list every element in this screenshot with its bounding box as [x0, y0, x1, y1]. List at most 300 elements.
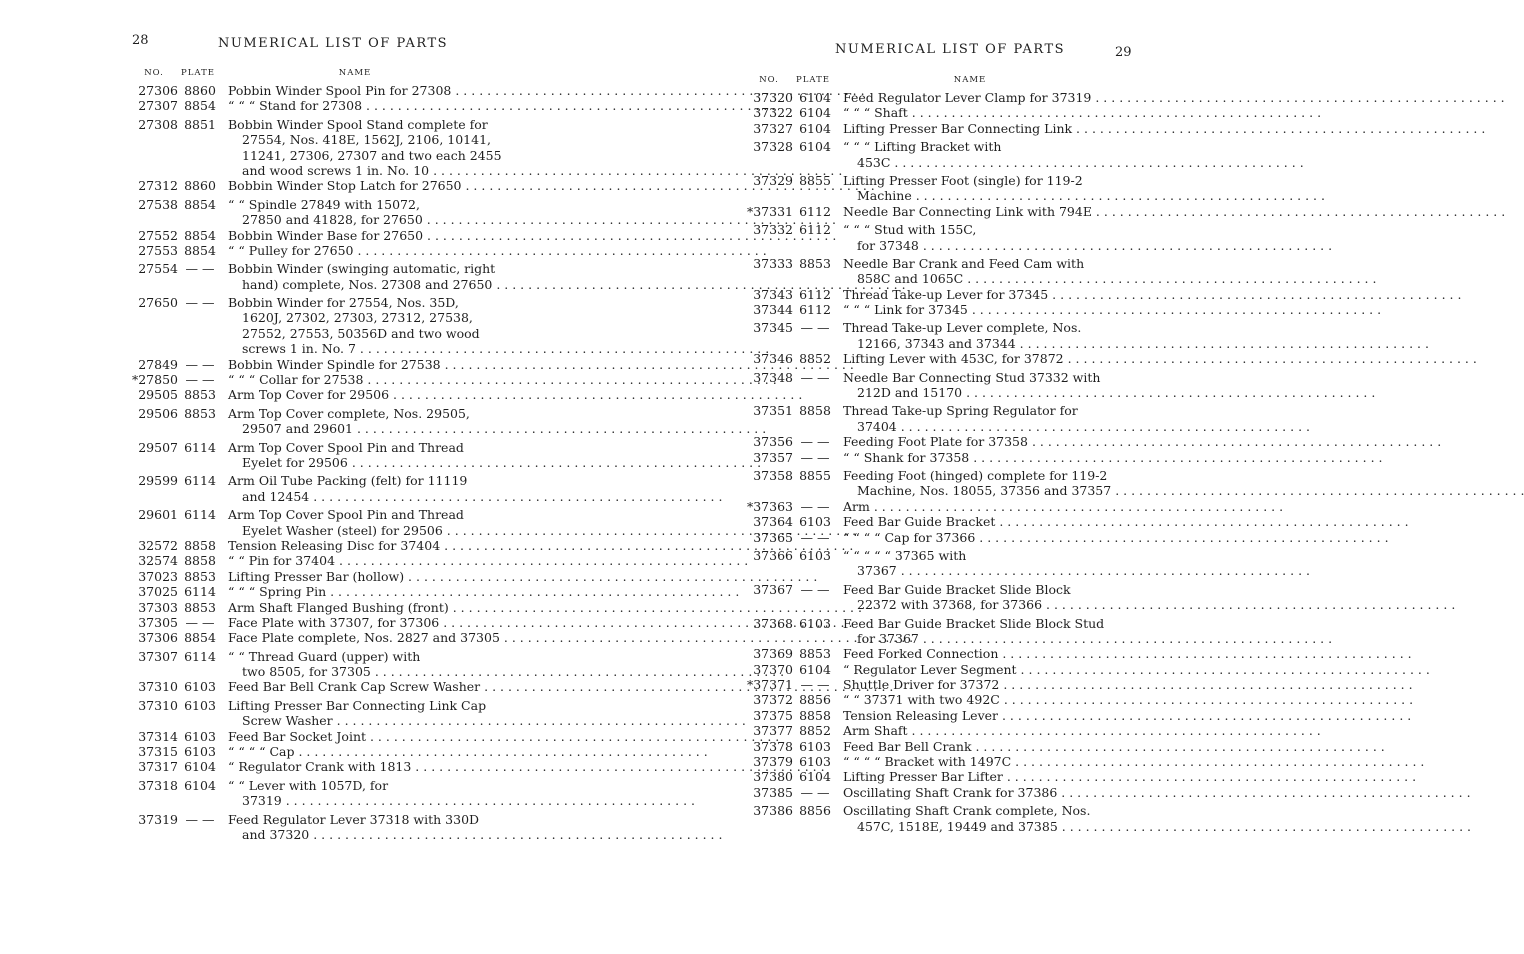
- plate-number: — —: [800, 449, 830, 465]
- part-name-line: “ “ “ Stand for 27308 . . .: [228, 98, 475, 113]
- part-name-line: Arm Top Cover Spool Pin and Thread: [228, 439, 464, 455]
- part-name-line: Oscillating Shaft Crank complete, Nos.: [843, 803, 1091, 819]
- part-number: 27553: [138, 242, 178, 258]
- part-number: 37319: [138, 811, 178, 827]
- table-row: [130, 759, 475, 774]
- table-row: [130, 630, 500, 646]
- table-row: [130, 197, 475, 228]
- part-number: 37351: [753, 403, 793, 419]
- part-number: 37386: [753, 803, 793, 819]
- table-row: [130, 649, 475, 680]
- plate-number: 6104: [799, 120, 831, 136]
- table-row: [130, 387, 475, 402]
- part-name-line: and 37320 . . .: [228, 827, 475, 842]
- table-row: [130, 615, 475, 630]
- part-name: [228, 197, 475, 228]
- part-name-line: Machine . . .: [843, 188, 1090, 203]
- plate-number: 8853: [184, 405, 216, 421]
- part-name: [843, 754, 1090, 769]
- part-number: 32574: [138, 553, 178, 569]
- part-name: [228, 473, 475, 504]
- part-name: [228, 372, 475, 387]
- part-name: [843, 302, 1090, 317]
- part-name-line: Feed Bar Bell Crank . . .: [843, 739, 1090, 754]
- part-name-line: Arm Shaft Flanged Bushing (front) . . .: [228, 600, 475, 615]
- part-number: *37331: [746, 203, 793, 219]
- plate-number: 6112: [799, 286, 831, 302]
- part-name: [843, 222, 1090, 253]
- part-name-line: Shuttle Driver for 37372 . . .: [843, 677, 1090, 692]
- part-number: 37306: [138, 630, 178, 646]
- part-number: 29599: [138, 473, 178, 489]
- plate-number: 6104: [799, 769, 831, 785]
- part-number: 37344: [753, 302, 793, 318]
- part-name: [228, 116, 502, 179]
- part-number: 37310: [138, 679, 178, 695]
- table-row: [745, 256, 1090, 287]
- plate-number: 6103: [799, 754, 831, 770]
- part-name-line: Bobbin Winder Base for 27650 . . .: [228, 228, 475, 243]
- part-number: 37385: [753, 784, 793, 800]
- plate-number: 8856: [799, 692, 831, 708]
- part-name: [843, 320, 1090, 351]
- part-number: *37371: [746, 677, 793, 693]
- part-name: [843, 769, 1090, 784]
- table-row: [745, 222, 1090, 253]
- part-name: [228, 261, 496, 292]
- part-number: 37328: [753, 139, 793, 155]
- plate-number: 8855: [799, 467, 831, 483]
- part-number: 27308: [138, 116, 178, 132]
- part-name-line: 457C, 1518E, 19449 and 37385 . . .: [843, 819, 1090, 834]
- part-name: [843, 723, 1090, 738]
- table-row: [745, 514, 1090, 529]
- part-name-line: Lifting Presser Foot (single) for 119-2: [843, 172, 1083, 188]
- part-number: 37025: [138, 584, 178, 600]
- part-number: 37327: [753, 120, 793, 136]
- part-name-line: Arm Top Cover complete, Nos. 29505,: [228, 405, 470, 421]
- part-name: [228, 440, 475, 471]
- column-header-plate: PLATE: [796, 75, 830, 85]
- part-name-line: “ “ Lever with 1057D, for: [228, 777, 389, 793]
- part-name-line: “ “ “ “ “ 37365 with: [843, 547, 967, 563]
- part-name-line: Feeding Foot Plate for 37358 . . .: [843, 434, 1090, 449]
- table-row: [130, 729, 475, 744]
- page-title: NUMERICAL LIST OF PARTS: [218, 36, 449, 51]
- part-name: [228, 811, 480, 843]
- part-name: [228, 759, 475, 774]
- part-name-line: “ “ “ Spring Pin . . .: [228, 584, 475, 599]
- part-name-line: 858C and 1065C . . .: [843, 271, 1090, 286]
- plate-number: 8854: [184, 196, 216, 212]
- plate-number: 8855: [799, 172, 831, 188]
- part-name-line: Arm Top Cover Spool Pin and Thread: [228, 507, 464, 523]
- part-name-line: “ Regulator Lever Segment . . .: [843, 662, 1090, 677]
- table-row: [130, 778, 475, 809]
- part-number: 29507: [138, 439, 178, 455]
- part-name-line: Tension Releasing Lever . . .: [843, 708, 1090, 723]
- part-name-line: “ “ “ “ Bracket with 1497C . . .: [843, 754, 1090, 769]
- table-row: [130, 83, 475, 98]
- part-name-line: Bobbin Winder Stop Latch for 27650 . . .: [228, 178, 475, 193]
- part-number: 37343: [753, 286, 793, 302]
- part-name-line: Needle Bar Connecting Stud 37332 with: [843, 369, 1101, 385]
- table-row: [745, 582, 1090, 613]
- part-name-line: 37404 . . .: [843, 419, 1090, 434]
- plate-number: 6104: [184, 777, 216, 793]
- part-name-line: Pobbin Winder Spool Pin for 27308 . . .: [228, 83, 475, 98]
- part-name-line: 27554, Nos. 418E, 1562J, 2106, 10141,: [242, 132, 491, 148]
- plate-number: 6114: [184, 648, 216, 664]
- part-name-line: Eyelet for 29506 . . .: [228, 455, 475, 470]
- plate-number: — —: [800, 581, 830, 597]
- plate-number: — —: [185, 295, 215, 311]
- plate-number: 8852: [799, 723, 831, 739]
- part-name-line: Feed Bar Guide Bracket Slide Block Stud: [843, 615, 1105, 631]
- part-name: [843, 803, 1090, 834]
- column-header-plate: PLATE: [181, 68, 215, 78]
- part-name: [228, 600, 475, 615]
- plate-number: — —: [800, 529, 830, 545]
- part-name-line: Arm Shaft . . .: [843, 723, 1090, 738]
- part-name: [228, 357, 475, 372]
- part-name: [843, 287, 1090, 302]
- plate-number: 6103: [184, 744, 216, 760]
- part-name: [843, 467, 1112, 499]
- part-number: 37315: [138, 744, 178, 760]
- part-name-line: Feed Regulator Lever 37318 with 330D: [228, 811, 480, 827]
- part-name-line: “ “ “ Link for 37345 . . .: [843, 302, 1090, 317]
- part-name-line: Eyelet Washer (steel) for 29506 . . .: [228, 523, 475, 538]
- part-name: [843, 204, 1090, 219]
- part-name-line: “ “ “ Shaft . . .: [843, 105, 1090, 120]
- part-name: [843, 677, 1090, 692]
- part-name: [843, 351, 1090, 366]
- part-name: [228, 243, 475, 258]
- table-row: [130, 406, 475, 437]
- table-row: [745, 615, 1105, 647]
- plate-number: 8858: [799, 403, 831, 419]
- table-row: [130, 261, 496, 292]
- table-row: [130, 584, 475, 599]
- plate-number: 6112: [799, 203, 831, 219]
- plate-number: — —: [800, 498, 830, 514]
- part-name: [843, 708, 1090, 723]
- part-name-line: 1620J, 27302, 27303, 27312, 27538,: [242, 310, 473, 326]
- table-row: [130, 98, 475, 113]
- plate-number: 6114: [184, 473, 216, 489]
- table-row: [130, 178, 475, 193]
- plate-number: 8853: [799, 646, 831, 662]
- table-row: [745, 662, 1090, 677]
- plate-number: 6104: [799, 105, 831, 121]
- part-name: [228, 387, 475, 402]
- part-number: 37345: [753, 320, 793, 336]
- part-name-line: Lifting Lever with 453C, for 37872 . . .: [843, 351, 1090, 366]
- table-row: [130, 679, 481, 695]
- part-number: 37346: [753, 351, 793, 367]
- part-number: 37329: [753, 172, 793, 188]
- plate-number: 8853: [184, 568, 216, 584]
- part-name-line: “ Regulator Crank with 1813 . . .: [228, 759, 475, 774]
- plate-number: 8856: [799, 803, 831, 819]
- page-title: NUMERICAL LIST OF PARTS: [835, 42, 1066, 57]
- part-number: *27850: [131, 372, 178, 388]
- table-row: [745, 105, 1090, 120]
- part-number: 37318: [138, 777, 178, 793]
- table-row: [130, 507, 475, 538]
- part-name-line: Face Plate with 37307, for 37306 . . .: [228, 615, 475, 630]
- part-name-line: Feed Bar Bell Crank Cap Screw Washer . . .: [228, 679, 475, 694]
- table-row: [745, 769, 1090, 784]
- part-name-line: Lifting Presser Bar (hollow) . . .: [228, 569, 475, 584]
- table-row: [745, 90, 1090, 105]
- plate-number: — —: [800, 784, 830, 800]
- part-name-line: 212D and 15170 . . .: [843, 385, 1090, 400]
- part-number: 37317: [138, 759, 178, 775]
- part-name: [843, 450, 1090, 465]
- part-number: 37365: [753, 529, 793, 545]
- plate-number: 6114: [184, 507, 216, 523]
- table-row: [130, 600, 475, 615]
- table-row: [745, 803, 1090, 834]
- table-row: [130, 473, 475, 504]
- part-number: 37305: [138, 614, 178, 630]
- table-row: [745, 369, 1101, 401]
- part-name-line: “ “ Shank for 37358 . . .: [843, 450, 1090, 465]
- part-name-line: hand) complete, Nos. 27308 and 27650 . . .: [228, 277, 475, 292]
- part-number: 37332: [753, 222, 793, 238]
- part-number: 37378: [753, 738, 793, 754]
- plate-number: — —: [800, 434, 830, 450]
- plate-number: 6103: [799, 615, 831, 631]
- table-row: [745, 320, 1090, 351]
- part-name-line: “ “ “ “ Cap . . .: [228, 744, 475, 759]
- part-name: [843, 403, 1090, 434]
- part-name-line: Thread Take-up Spring Regulator for: [843, 403, 1078, 419]
- plate-number: 6103: [184, 728, 216, 744]
- part-number: 27552: [138, 227, 178, 243]
- part-name-line: “ “ Pulley for 27650 . . .: [228, 243, 475, 258]
- table-row: [130, 440, 475, 471]
- part-name: [228, 295, 480, 357]
- part-name-line: 37367 . . .: [843, 563, 1090, 578]
- part-name-line: 11241, 27306, 27307 and two each 2455: [242, 147, 502, 163]
- part-name-line: Bobbin Winder Spindle for 27538 . . .: [228, 357, 475, 372]
- part-name: [843, 173, 1090, 204]
- plate-number: 8853: [799, 255, 831, 271]
- plate-number: — —: [800, 677, 830, 693]
- table-row: [745, 708, 1090, 723]
- table-row: [745, 785, 1090, 800]
- part-name-line: Thread Take-up Lever for 37345 . . .: [843, 287, 1090, 302]
- part-name-line: “ “ “ “ Cap for 37366 . . .: [843, 530, 1090, 545]
- plate-number: 6103: [799, 738, 831, 754]
- part-name: [228, 178, 475, 193]
- part-name-line: for 37367 . . .: [843, 631, 1090, 646]
- part-number: 37023: [138, 568, 178, 584]
- part-name: [228, 697, 487, 729]
- part-number: 37375: [753, 707, 793, 723]
- page-number: 29: [1115, 45, 1132, 60]
- part-name: [843, 530, 1090, 545]
- table-row: [745, 450, 1090, 465]
- part-name-line: Bobbin Winder for 27554, Nos. 35D,: [228, 295, 459, 311]
- part-name: [228, 569, 475, 584]
- part-number: 37348: [753, 369, 793, 385]
- part-name: [843, 121, 1090, 136]
- plate-number: — —: [185, 614, 215, 630]
- plate-number: 6103: [799, 514, 831, 530]
- part-name-line: 27552, 27553, 50356D and two wood: [242, 325, 480, 341]
- part-name-line: Oscillating Shaft Crank for 37386 . . .: [843, 785, 1090, 800]
- plate-number: 8854: [184, 227, 216, 243]
- part-name: [843, 615, 1105, 647]
- part-name-line: two 8505, for 37305 . . .: [228, 664, 475, 679]
- table-row: [745, 351, 1090, 366]
- part-name: [228, 679, 481, 695]
- part-name: [228, 507, 475, 538]
- part-number: 37333: [753, 255, 793, 271]
- part-number: 37369: [753, 646, 793, 662]
- plate-number: — —: [800, 320, 830, 336]
- table-row: [745, 467, 1112, 499]
- table-row: [745, 499, 1090, 514]
- plate-number: — —: [800, 369, 830, 385]
- part-number: 37368: [753, 615, 793, 631]
- part-name: [228, 630, 500, 646]
- part-name-line: Machine, Nos. 18055, 37356 and 37357 . . .: [843, 483, 1090, 498]
- part-name: [843, 548, 1090, 579]
- part-number: 37379: [753, 754, 793, 770]
- part-name: [843, 646, 1090, 661]
- part-name-line: Tension Releasing Disc for 37404 . . .: [228, 538, 475, 553]
- plate-number: 8853: [184, 599, 216, 615]
- plate-number: 6112: [799, 222, 831, 238]
- plate-number: 6103: [184, 679, 216, 695]
- plate-number: — —: [185, 811, 215, 827]
- part-number: 37314: [138, 728, 178, 744]
- part-name: [843, 369, 1101, 401]
- part-name-line: 12166, 37343 and 37344 . . .: [843, 336, 1090, 351]
- part-name-line: “ “ Pin for 37404 . . .: [228, 553, 475, 568]
- part-number: 37366: [753, 547, 793, 563]
- part-name: [843, 785, 1090, 800]
- part-name: [843, 514, 1090, 529]
- table-row: [130, 569, 475, 584]
- part-number: 37370: [753, 661, 793, 677]
- part-name: [843, 692, 1090, 707]
- table-row: [130, 295, 480, 357]
- part-name-line: “ “ “ Lifting Bracket with: [843, 139, 1002, 155]
- plate-number: — —: [185, 372, 215, 388]
- part-number: 29601: [138, 507, 178, 523]
- part-name: [843, 90, 1090, 105]
- part-number: 27538: [138, 196, 178, 212]
- part-number: 27849: [138, 356, 178, 372]
- part-name-line: Bobbin Winder Spool Stand complete for: [228, 116, 488, 132]
- part-name: [228, 615, 475, 630]
- part-number: 27650: [138, 295, 178, 311]
- table-row: [130, 372, 475, 387]
- part-name-line: “ “ “ Collar for 27538 . . .: [228, 372, 475, 387]
- part-name-line: Needle Bar Crank and Feed Cam with: [843, 255, 1085, 271]
- part-name: [228, 744, 475, 759]
- column-header-name: NAME: [338, 68, 372, 78]
- table-row: [130, 697, 487, 729]
- part-number: 37322: [753, 105, 793, 121]
- part-number: 37380: [753, 769, 793, 785]
- plate-number: 8858: [184, 553, 216, 569]
- table-row: [130, 228, 475, 243]
- table-row: [745, 677, 1090, 692]
- table-row: [745, 692, 1090, 707]
- part-name: [228, 729, 475, 744]
- part-number: 37377: [753, 723, 793, 739]
- table-row: [745, 302, 1090, 317]
- table-row: [745, 723, 1090, 738]
- part-name: [843, 139, 1090, 170]
- part-name: [228, 406, 475, 437]
- part-number: 37303: [138, 599, 178, 615]
- part-name-line: Lifting Presser Bar Connecting Link Cap: [228, 697, 487, 713]
- plate-number: — —: [185, 356, 215, 372]
- plate-number: 6103: [184, 697, 216, 713]
- table-row: [130, 357, 475, 372]
- part-number: 29505: [138, 387, 178, 403]
- part-number: 37310: [138, 697, 178, 713]
- part-name-line: Lifting Presser Bar Lifter . . .: [843, 769, 1090, 784]
- plate-number: 6104: [799, 139, 831, 155]
- part-number: 37356: [753, 434, 793, 450]
- part-name-line: 22372 with 37368, for 37366 . . .: [843, 597, 1090, 612]
- part-name-line: Face Plate complete, Nos. 2827 and 37305 . . .: [228, 630, 475, 645]
- table-row: [745, 754, 1090, 769]
- part-name-line: 453C . . .: [843, 155, 1090, 170]
- column-header-no: NO.: [144, 68, 164, 78]
- plate-number: 8854: [184, 98, 216, 114]
- part-name-line: Feed Bar Socket Joint . . .: [228, 729, 475, 744]
- part-number: 37367: [753, 581, 793, 597]
- part-name-line: 37319 . . .: [228, 793, 475, 808]
- table-row: [745, 739, 1090, 754]
- plate-number: 8852: [799, 351, 831, 367]
- part-name-line: Lifting Presser Bar Connecting Link . . .: [843, 121, 1090, 136]
- part-name-line: Feed Bar Guide Bracket Slide Block: [843, 581, 1071, 597]
- part-number: 27307: [138, 98, 178, 114]
- plate-number: 8858: [184, 537, 216, 553]
- table-row: [130, 538, 475, 553]
- table-row: [745, 646, 1090, 661]
- parts-list: [130, 83, 502, 842]
- table-row: [745, 121, 1090, 136]
- part-number: 27312: [138, 178, 178, 194]
- table-row: [130, 744, 475, 759]
- part-name: [843, 105, 1090, 120]
- part-name-line: Arm Top Cover for 29506 . . .: [228, 387, 475, 402]
- part-name: [228, 228, 475, 243]
- part-name-line: 27850 and 41828, for 27650 . . .: [228, 212, 475, 227]
- part-name-line: Feed Bar Guide Bracket . . .: [843, 514, 1090, 529]
- part-name: [843, 582, 1090, 613]
- plate-number: — —: [185, 261, 215, 277]
- part-name: [228, 649, 475, 680]
- part-name-line: “ “ “ Stud with 155C,: [843, 222, 977, 238]
- part-number: 32572: [138, 537, 178, 553]
- part-name: [843, 739, 1090, 754]
- part-name-line: for 37348 . . .: [843, 238, 1090, 253]
- plate-number: 6103: [799, 547, 831, 563]
